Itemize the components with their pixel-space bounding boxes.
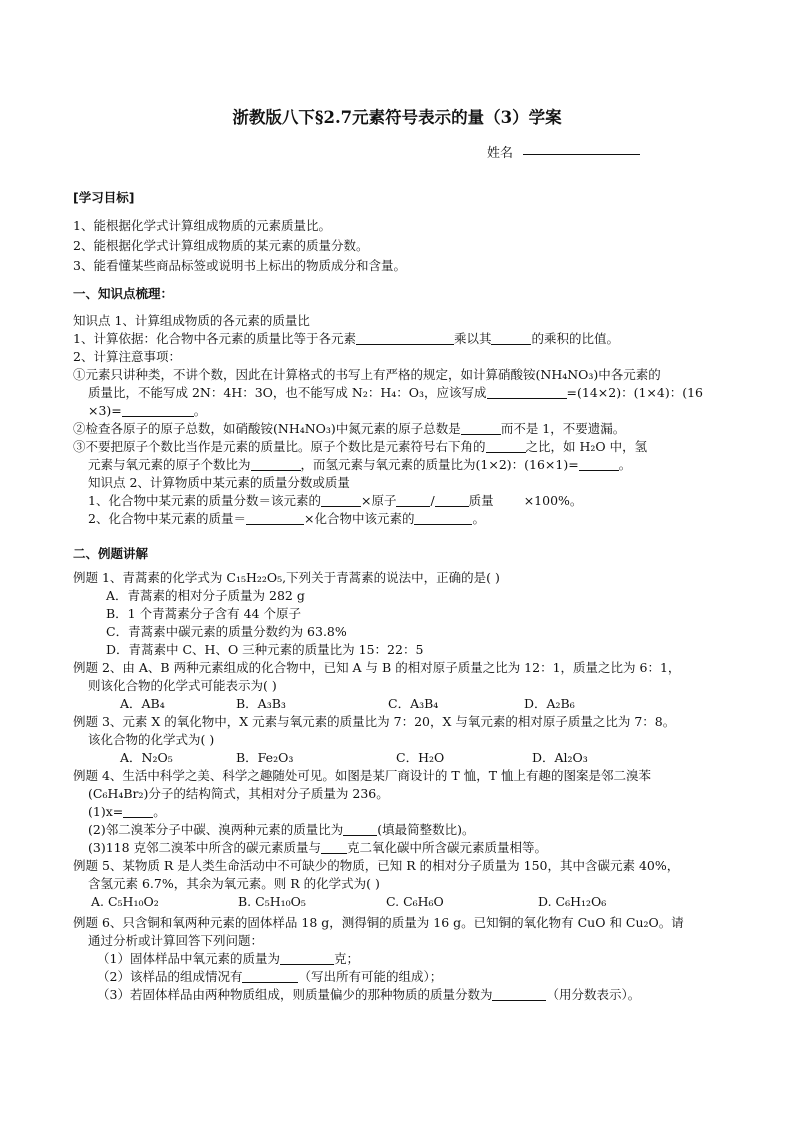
text-segment: 。 xyxy=(193,403,207,418)
objective-item: 2、能根据化学式计算组成物质的某元素的质量分数。 xyxy=(73,238,369,253)
example-4-line-1: 例题 4、生活中科学之美、科学之趣随处可见。如图是某厂商设计的 T 恤，T 恤上有趣的图案是邻二溴苯 xyxy=(73,768,652,783)
text-segment: 。 xyxy=(153,804,166,819)
option-d: D．A₂B₆ xyxy=(524,696,575,711)
text-segment: ×原子 xyxy=(360,493,397,508)
text-segment: 克； xyxy=(333,951,359,966)
example-5-line-1: 例题 5、某物质 R 是人类生命活动中不可缺少的物质，已知 R 的相对分子质量为 150，其中含碳元素 40%， xyxy=(73,858,680,873)
text-segment: 。 xyxy=(472,511,485,526)
option-a: A．N₂O₅ xyxy=(120,750,173,765)
text-segment: ，而氢元素与氧元素的质量比为(1×2)：(16×1)= xyxy=(300,457,579,472)
fill-blank[interactable] xyxy=(321,840,347,854)
name-blank-line xyxy=(523,154,640,155)
text-segment: ×化合物中该元素的 xyxy=(303,511,415,526)
text-segment: ②检查各原子的原子总数，如硝酸铵(NH₄NO₃)中氮元素的原子总数是 xyxy=(73,421,461,436)
fill-blank[interactable] xyxy=(491,331,531,345)
fill-blank[interactable] xyxy=(414,511,472,525)
objectives-heading: [学习目标] xyxy=(73,190,135,205)
fill-blank[interactable] xyxy=(123,804,153,818)
option-b: B. C₅H₁₀O₅ xyxy=(238,894,306,909)
fill-blank[interactable] xyxy=(242,969,298,983)
text-segment: 质量 xyxy=(468,493,494,508)
text-segment: 2、化合物中某元素的质量＝ xyxy=(88,511,246,526)
text-segment: 的乘积的比值。 xyxy=(531,331,619,346)
text-segment: (填最简整数比)。 xyxy=(377,822,475,837)
objective-item: 1、能根据化学式计算组成物质的元素质量比。 xyxy=(73,218,331,233)
example-1-option-d: D．青蒿素中 C、H、O 三种元素的质量比为 15：22：5 xyxy=(106,642,424,657)
text-segment: ×100%。 xyxy=(523,493,583,508)
notes-title: 2、计算注意事项： xyxy=(73,349,181,364)
fill-blank[interactable] xyxy=(246,511,304,525)
example-2-line-2: 则该化合物的化学式可能表示为( ) xyxy=(88,678,277,693)
example-3-line-1: 例题 3、元素 X 的氧化物中，X 元素与氧元素的质量比为 7：20，X 与氧元素的相对原子质量之比为 7：8。 xyxy=(73,714,676,729)
text-segment: 元素与氧元素的原子个数比为 xyxy=(88,457,251,472)
fill-blank[interactable] xyxy=(579,457,619,471)
text-segment: 而不是 1，不要遗漏。 xyxy=(500,421,626,436)
example-6-line-2: 通过分析或计算回答下列问题： xyxy=(88,933,264,948)
note-1-line-1: ①元素只讲种类，不讲个数，因此在计算格式的书写上有严格的规定，如计算硝酸铵(NH₄NO₃)中各元素的 xyxy=(73,367,661,382)
example-1-option-c: C．青蒿素中碳元素的质量分数约为 63.8% xyxy=(106,624,347,639)
text-segment: 1、计算依据：化合物中各元素的质量比等于各元素 xyxy=(73,331,356,346)
text-segment: 1、化合物中某元素的质量分数＝该元素的 xyxy=(88,493,321,508)
fill-blank[interactable] xyxy=(396,493,430,507)
fill-blank[interactable] xyxy=(492,987,546,1001)
example-1-option-b: B．1 个青蒿素分子含有 44 个原子 xyxy=(106,606,301,621)
option-b: B．A₃B₃ xyxy=(236,696,286,711)
example-1-stem: 例题 1、青蒿素的化学式为 C₁₅H₂₂O₅,下列关于青蒿素的说法中，正确的是( ) xyxy=(73,570,500,585)
option-c: C．H₂O xyxy=(396,750,445,765)
example-6-line-1: 例题 6、只含铜和氧两种元素的固体样品 18 g，测得铜的质量为 16 g。已知铜的氧化物有 CuO 和 Cu₂O。请 xyxy=(73,915,684,930)
section1-heading: 一、知识点梳理： xyxy=(73,286,174,301)
fill-blank[interactable] xyxy=(487,385,567,399)
fill-blank[interactable] xyxy=(461,421,501,435)
knowledge-point-2-title: 知识点 2、计算物质中某元素的质量分数或质量 xyxy=(88,475,350,490)
fill-blank[interactable] xyxy=(343,822,377,836)
text-segment: （1）固体样品中氧元素的质量为 xyxy=(97,951,280,966)
text-segment: 质量比，不能写成 2N：4H：3O，也不能写成 N₂：H₄：O₃，应该写成 xyxy=(88,385,487,400)
option-a: A．AB₄ xyxy=(120,696,165,711)
text-segment: 之比，如 H₂O 中，氢 xyxy=(525,439,648,454)
fill-blank[interactable] xyxy=(321,493,361,507)
text-segment: (3)118 克邻二溴苯中所含的碳元素质量与 xyxy=(88,840,322,855)
example-2-line-1: 例题 2、由 A、B 两种元素组成的化合物中，已知 A 与 B 的相对原子质量之比为 12：1，质量之比为 6：1， xyxy=(73,660,681,675)
option-c: C. C₆H₆O xyxy=(386,894,444,909)
text-segment: (1)x= xyxy=(88,804,124,819)
objective-item: 3、能看懂某些商品标签或说明书上标出的物质成分和含量。 xyxy=(73,258,406,273)
fill-blank[interactable] xyxy=(251,457,301,471)
text-segment: ③不要把原子个数比当作是元素的质量比。原子个数比是元素符号右下角的 xyxy=(73,439,486,454)
option-a: A. C₅H₁₀O₂ xyxy=(91,894,159,909)
formula-2 xyxy=(88,508,738,530)
name-label: 姓名 xyxy=(487,146,514,161)
knowledge-point-1-title: 知识点 1、计算组成物质的各元素的质量比 xyxy=(73,313,310,328)
example-4-line-2: (C₆H₄Br₂)分子的结构简式，其相对分子质量为 236。 xyxy=(88,786,389,801)
fill-blank[interactable] xyxy=(486,439,526,453)
example-3-line-2: 该化合物的化学式为( ) xyxy=(88,732,215,747)
text-segment: ×3)= xyxy=(88,403,122,418)
example-1-option-a: A．青蒿素的相对分子质量为 282 g xyxy=(106,588,305,603)
fill-blank[interactable] xyxy=(435,493,469,507)
fill-blank[interactable] xyxy=(122,403,194,417)
text-segment: / xyxy=(430,493,435,508)
option-c: C．A₃B₄ xyxy=(388,696,439,711)
text-segment: （写出所有可能的组成）； xyxy=(298,969,443,984)
text-segment: （用分数表示）。 xyxy=(546,987,641,1002)
option-d: D. C₆H₁₂O₆ xyxy=(538,894,607,909)
fill-blank[interactable] xyxy=(356,331,454,345)
text-segment: 。 xyxy=(618,457,632,472)
example-6-question-3 xyxy=(97,984,747,1006)
text-segment: 乘以其 xyxy=(453,331,492,346)
page-title: 浙教版八下§2.7元素符号表示的量（3）学案 xyxy=(232,108,562,127)
text-segment: =(14×2)：(1×4)：(16 xyxy=(566,385,703,400)
fill-blank[interactable] xyxy=(280,951,334,965)
text-segment: (2)邻二溴苯分子中碳、溴两种元素的质量比为 xyxy=(88,822,344,837)
example-5-line-2: 含氢元素 6.7%，其余为氧元素。则 R 的化学式为( ) xyxy=(88,876,380,891)
option-d: D．Al₂O₃ xyxy=(532,750,588,765)
section2-heading: 二、例题讲解 xyxy=(73,546,149,561)
text-segment: （2）该样品的组成情况有 xyxy=(97,969,243,984)
text-segment: （3）若固体样品由两种物质组成，则质量偏少的那种物质的质量分数为 xyxy=(97,987,493,1002)
option-b: B．Fe₂O₃ xyxy=(236,750,294,765)
text-segment: 克二氧化碳中所含碳元素质量相等。 xyxy=(347,840,548,855)
